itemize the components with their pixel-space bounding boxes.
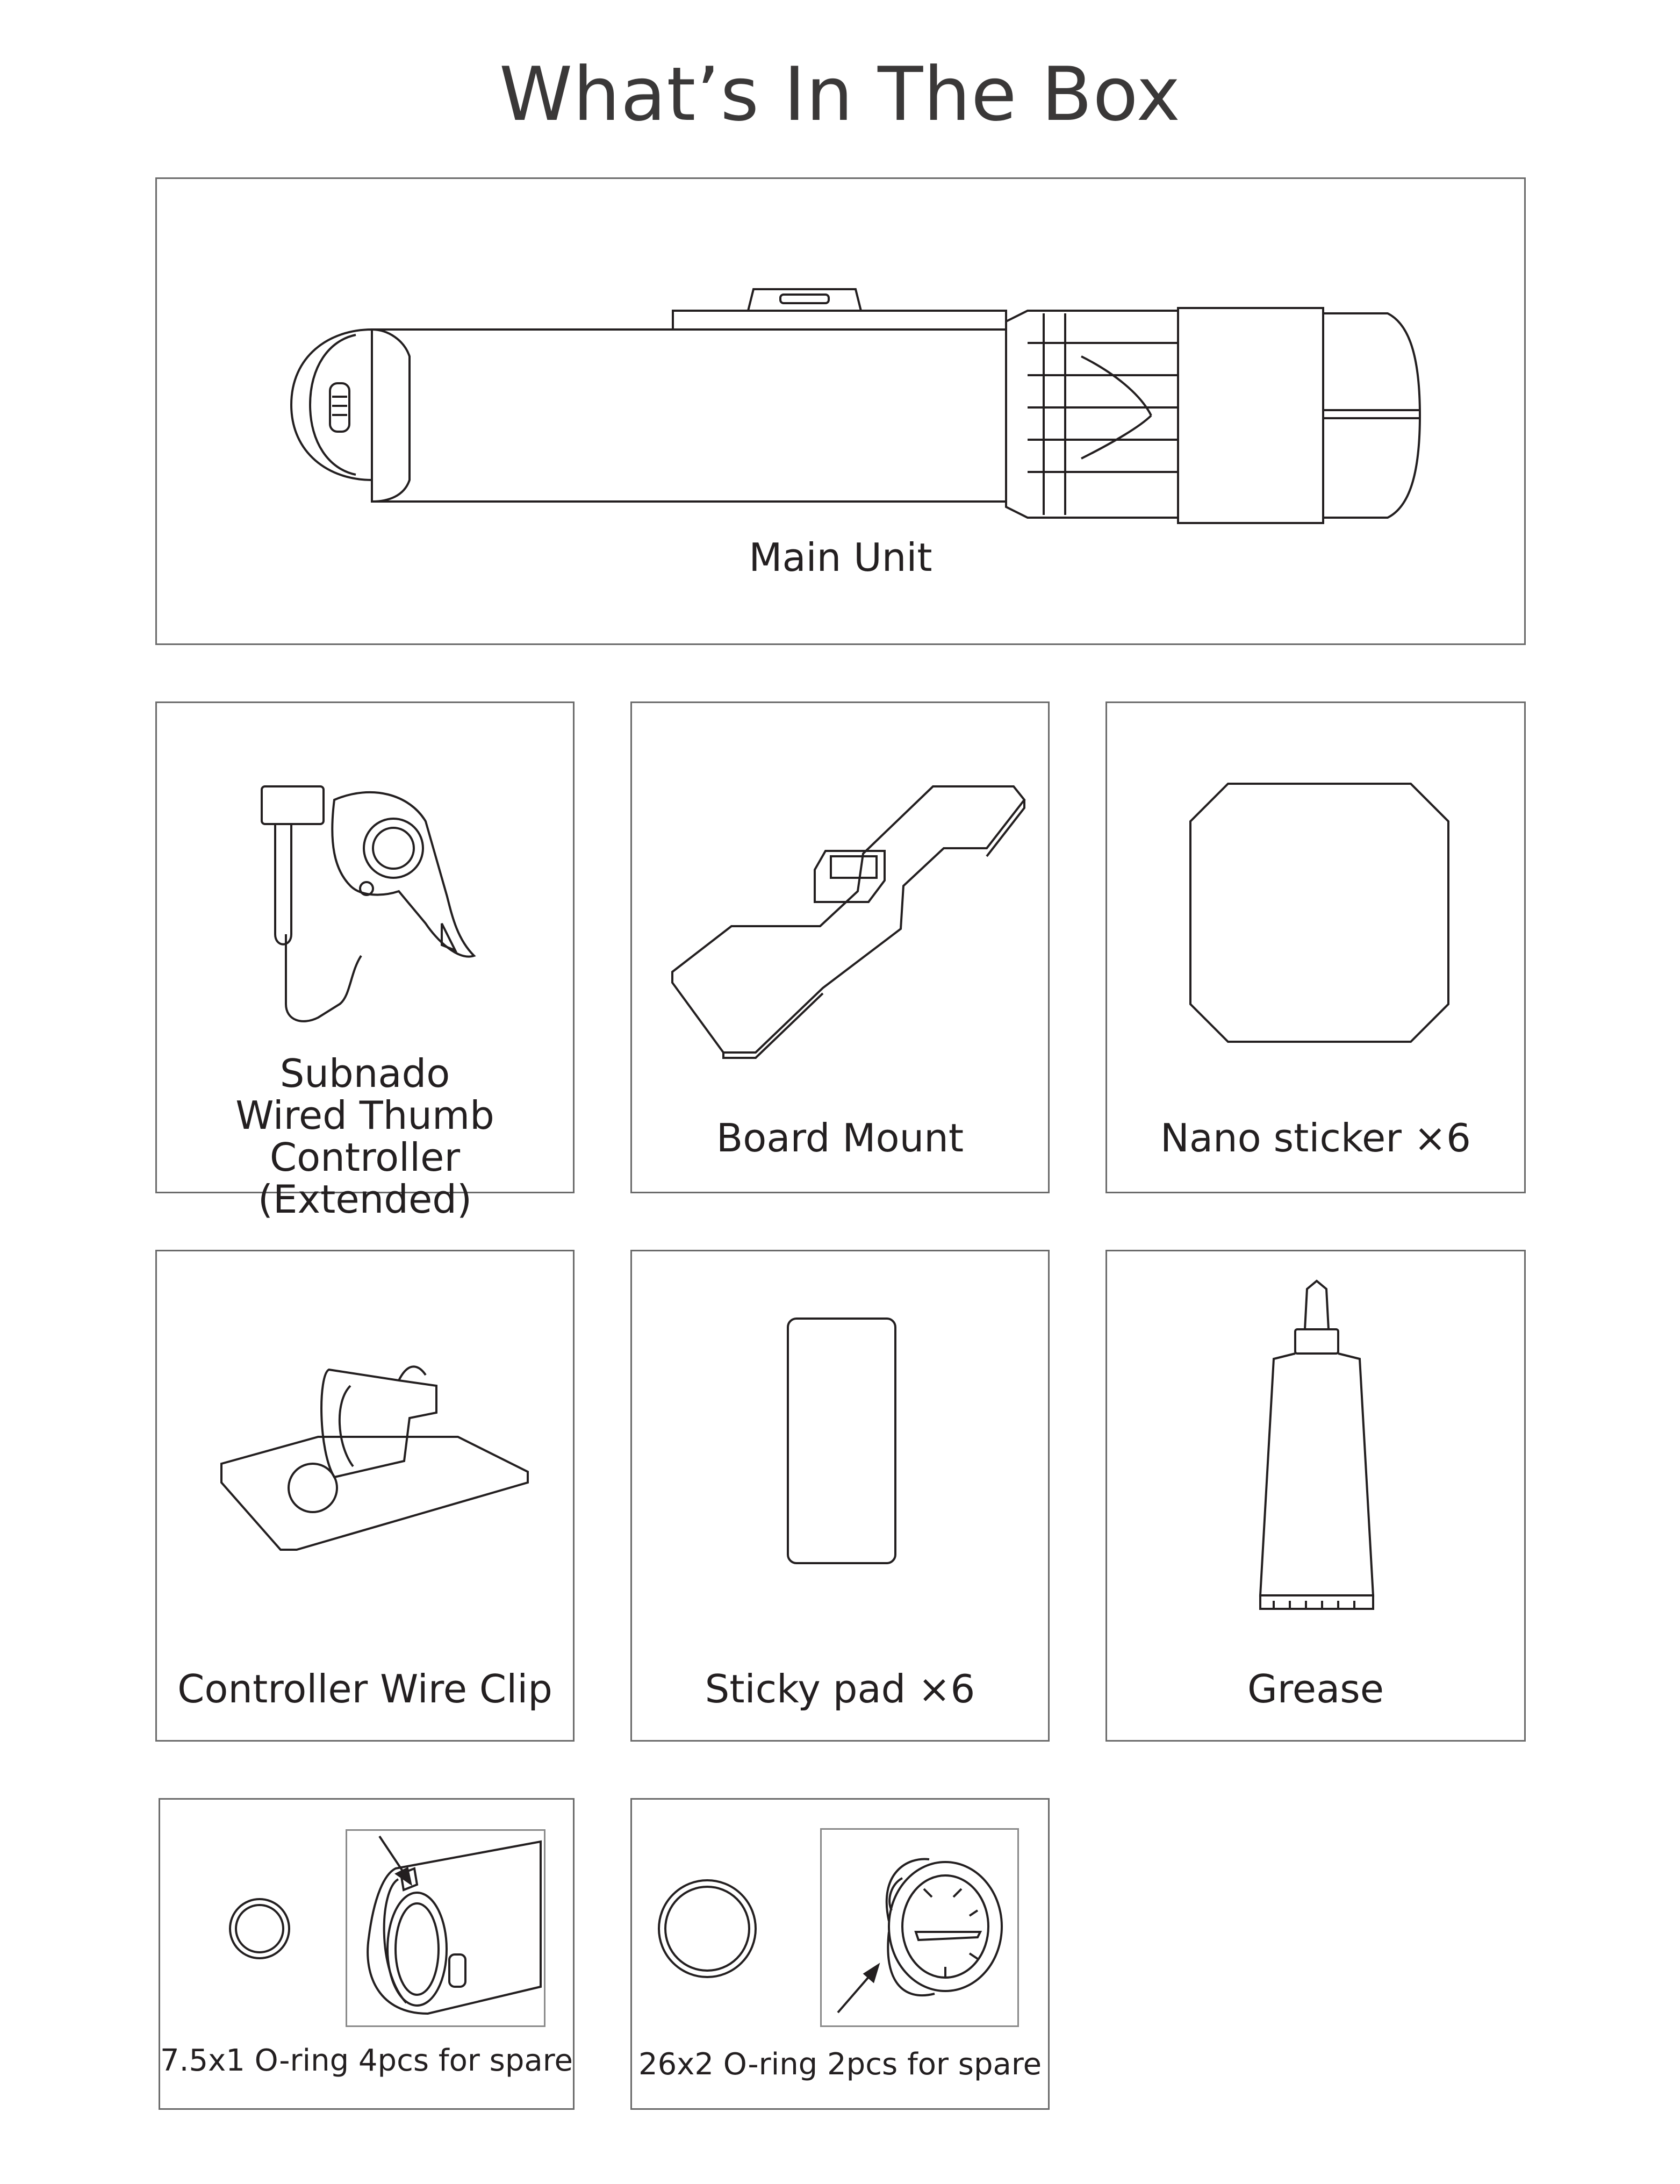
- arrow-icon: [822, 1830, 1017, 2025]
- item-wire-clip: [155, 1250, 575, 1742]
- oring-location-photo: [820, 1828, 1019, 2027]
- item-nano-sticker: [1105, 701, 1526, 1193]
- item-large-oring: [630, 1798, 1050, 2110]
- item-sticky-pad: [630, 1250, 1050, 1742]
- item-label: 7.5x1 O-ring 4pcs for spare: [160, 2043, 573, 2078]
- item-board-mount: [630, 701, 1050, 1193]
- item-label: Sticky pad ×6: [705, 1666, 975, 1712]
- item-grease: [1105, 1250, 1526, 1742]
- item-label: Subnado Wired Thumb Controller (Extended): [235, 1051, 494, 1222]
- item-label: Grease: [1247, 1666, 1384, 1712]
- item-label: Board Mount: [716, 1115, 964, 1161]
- oring-location-photo: [346, 1829, 545, 2027]
- item-label: Controller Wire Clip: [177, 1666, 552, 1712]
- page-title: What’s In The Box: [499, 51, 1181, 138]
- item-label: 26x2 O-ring 2pcs for spare: [638, 2047, 1042, 2082]
- item-thumb-controller: [155, 701, 575, 1222]
- item-label: Nano sticker ×6: [1160, 1115, 1471, 1161]
- item-main-unit: [155, 177, 1526, 645]
- item-label: Main Unit: [749, 535, 932, 580]
- item-small-oring: [159, 1798, 575, 2110]
- arrow-icon: [347, 1831, 544, 2025]
